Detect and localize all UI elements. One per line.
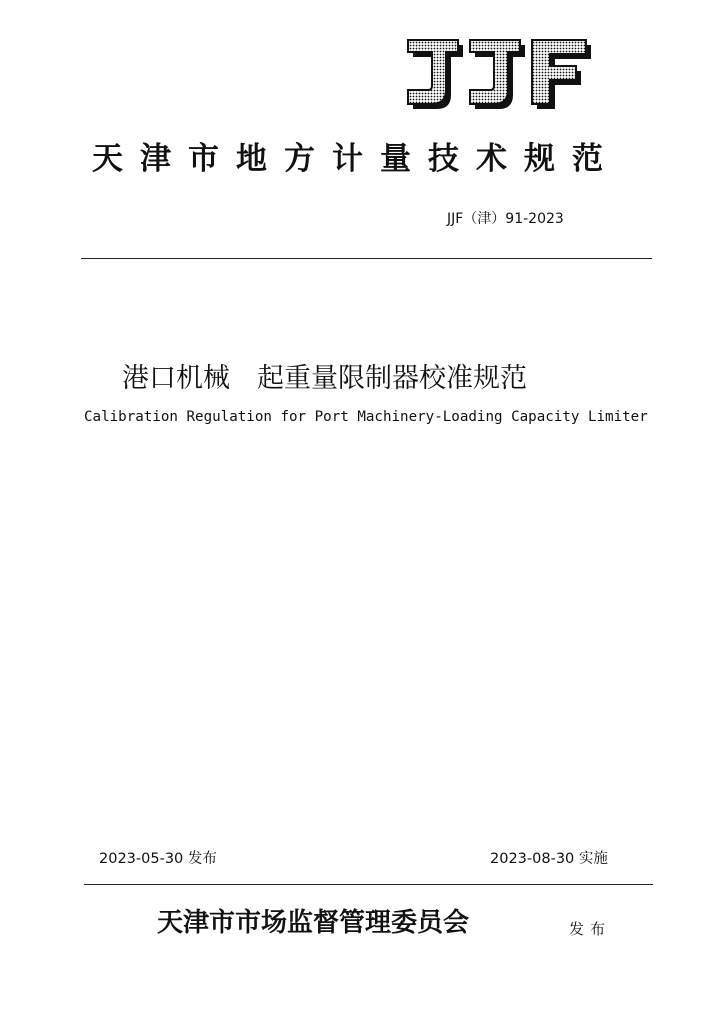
jjf-logo: [406, 38, 592, 114]
issue-date: 2023-05-30 发布: [99, 851, 217, 867]
org-title: 天津市地方计量技术规范: [92, 141, 620, 177]
header-divider: [81, 258, 652, 259]
document-code: JJF（津）91-2023: [447, 211, 564, 227]
issuing-authority: 天津市市场监督管理委员会: [157, 908, 470, 938]
document-title-chinese: 港口机械 起重量限制器校准规范: [122, 363, 527, 394]
issue-label: 发布: [569, 920, 612, 938]
footer-divider: [84, 884, 653, 885]
implementation-date: 2023-08-30 实施: [490, 851, 608, 867]
document-title-english: Calibration Regulation for Port Machinery-Loading Capacity Limiter: [84, 409, 648, 425]
